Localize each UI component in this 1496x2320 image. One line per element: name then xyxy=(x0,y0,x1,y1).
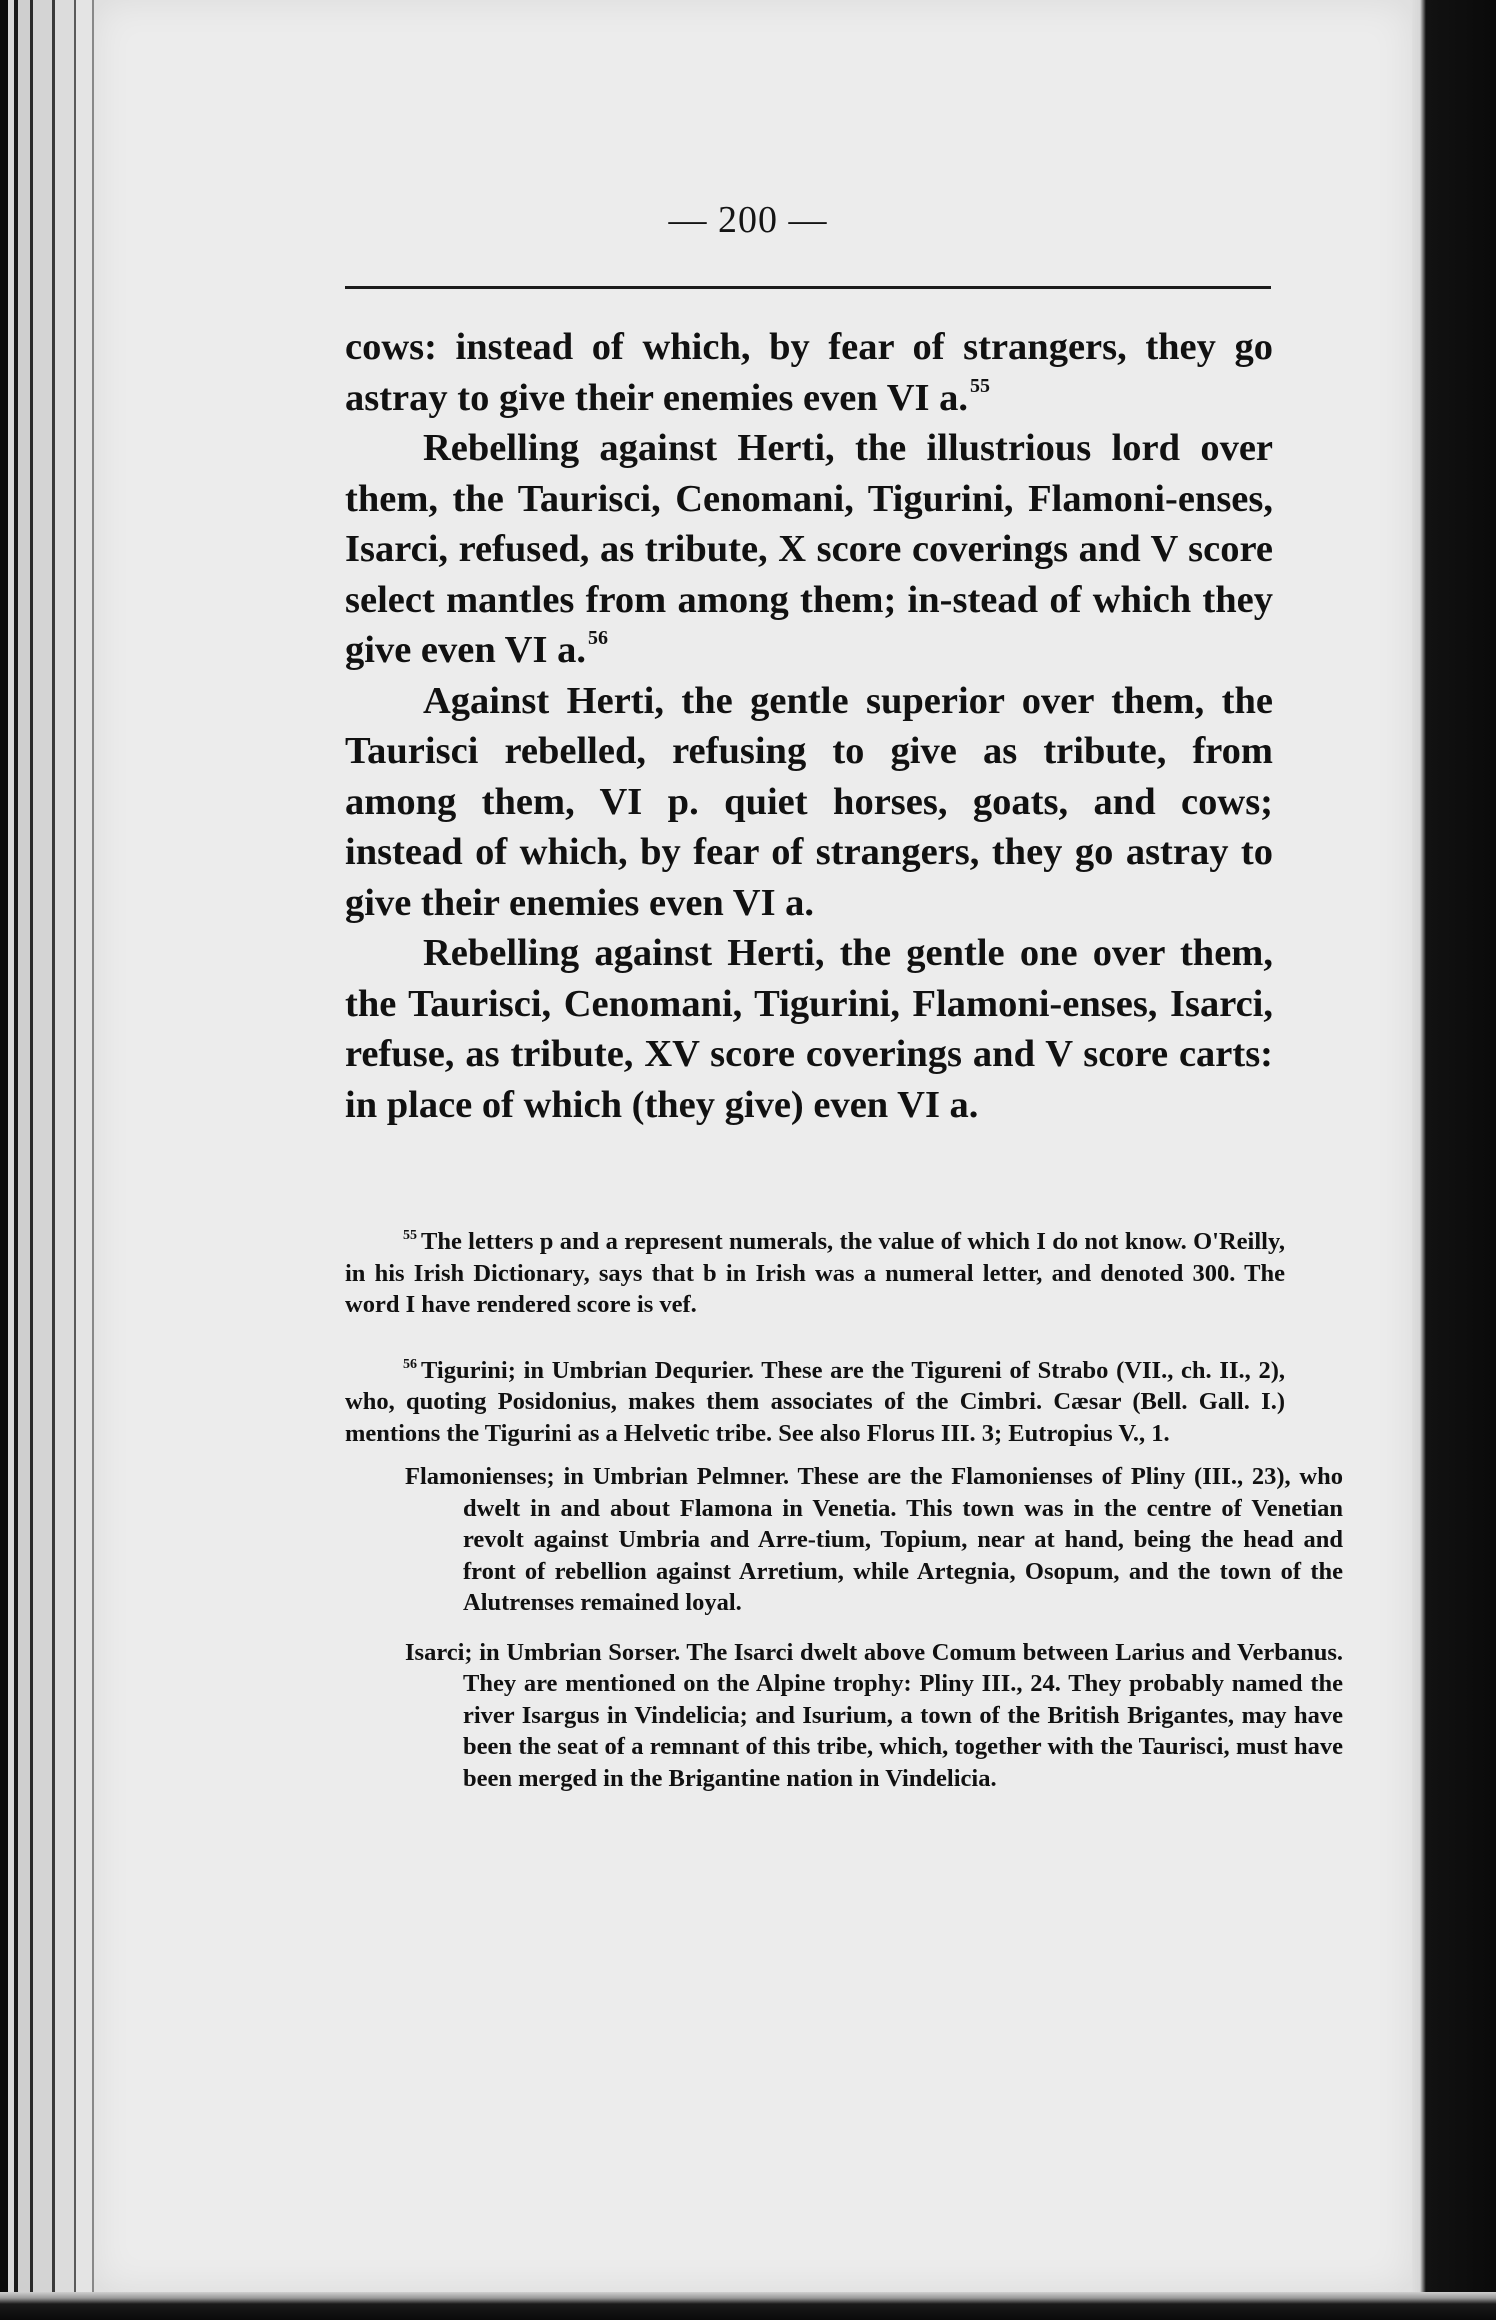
footnotes xyxy=(345,1226,1343,1794)
footnote-flamonienses: Flamonienses; in Umbrian Pelmner. These are the Flamonienses of Pliny (III., 23), who dwelt in and about Flamona in Venetia. This town was in the centre of Venetian revolt against Umbria and Arre-tium, Topium, near at hand, being the head and front of rebellion against Arretium, while Artegnia, Osopum, and the town of the Alutrenses remained loyal. xyxy=(405,1463,1343,1616)
page-right-edge xyxy=(1412,0,1496,2320)
footnote-56-text: Tigurini; in Umbrian Dequrier. These are the Tigureni of Strabo (VII., ch. II., 2), who, quoting Posidonius, makes them associates of the Cimbri. Cæsar (Bell. Gall. I.) mentions the Tigurini as a Helvetic tribe. See also Florus III. 3; Eutropius V., 1. xyxy=(345,1356,1285,1447)
footnote-ref-55: 55 xyxy=(970,374,991,397)
footnote-56-number: 56 xyxy=(403,1356,417,1372)
footnote-55 xyxy=(345,1226,1285,1321)
footnote-56 xyxy=(345,1355,1285,1450)
paragraph-2-text: Rebelling against Herti, the illustrious lord over them, the Taurisci, Cenomani, Tigurini, Flamoni-enses, Isarci, refused, as tribute, X score coverings and V score select mantles from among them; in-stead of which they give even VI a. xyxy=(345,427,1273,671)
paragraph-1-text: cows: instead of which, by fear of strangers, they go astray to give their enemies even VI a. xyxy=(345,326,1273,419)
main-text xyxy=(345,322,1273,1130)
footnote-55-text: The letters p and a represent numerals, the value of which I do not know. O'Reilly, in his Irish Dictionary, says that b in Irish was a numeral letter, and denoted 300. The word I have rendered score is vef. xyxy=(345,1228,1285,1318)
page-bottom-edge xyxy=(0,2292,1496,2320)
page-number: — 200 — xyxy=(668,199,828,241)
footnote-55-number: 55 xyxy=(403,1228,417,1243)
paragraph-2 xyxy=(345,423,1273,676)
paragraph-3: Against Herti, the gentle superior over them, the Taurisci rebelled, refusing to give as tribute, from among them, VI p. quiet horses, goats, and cows; instead of which, by fear of strangers, they go astray to give their enemies even VI a. xyxy=(345,679,1273,924)
footnote-ref-56: 56 xyxy=(587,627,608,649)
header-rule xyxy=(345,286,1271,289)
paragraph-1 xyxy=(345,322,1273,423)
paragraph-4: Rebelling against Herti, the gentle one over them, the Taurisci, Cenomani, Tigurini, Flamoni-enses, Isarci, refuse, as tribute, XV score coverings and V score carts: in place of which (they give) even VI a. xyxy=(345,932,1273,1126)
footnote-isarci: Isarci; in Umbrian Sorser. The Isarci dwelt above Comum between Larius and Verbanus. They are mentioned on the Alpine trophy: Pliny III., 24. They probably named the river Isargus in Vindelicia; and Isurium, a town of the British Brigantes, may have been the seat of a remnant of this tribe, which, together with the Taurisci, must have been merged in the Brigantine nation in Vindelicia. xyxy=(405,1638,1343,1792)
